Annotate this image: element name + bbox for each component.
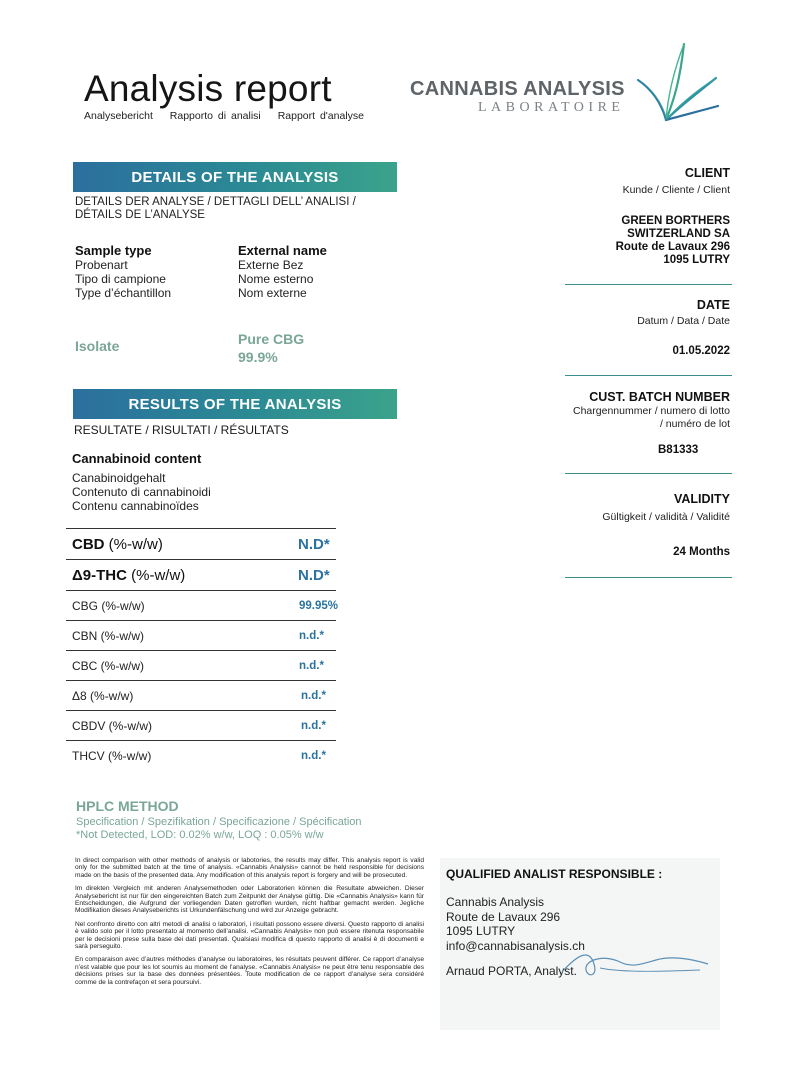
client-line-1: GREEN BORTHERS (621, 215, 730, 227)
row-unit: (%-w/w) (126, 566, 186, 584)
table-row (66, 681, 336, 711)
subtitle-it: Rapporto di analisi (169, 110, 261, 122)
row-value: n.d.* (301, 749, 326, 762)
row-value: n.d.* (299, 629, 324, 642)
row-unit: (%-w/w) (104, 535, 163, 553)
qualified-line-2: Route de Lavaux 296 (446, 909, 561, 924)
sample-type-value: Isolate (75, 338, 120, 354)
table-row (66, 591, 339, 621)
table-row (66, 711, 336, 741)
row-name: CBN (%-w/w) (72, 628, 144, 643)
row-name: CBC (%-w/w) (72, 658, 144, 673)
divider (565, 375, 732, 376)
row-value: n.d.* (299, 659, 324, 672)
hplc-note: *Not Detected, LOD: 0.02% w/w, LOQ : 0.05% w/w (76, 829, 324, 841)
table-row (66, 651, 336, 681)
row-name: THCV (%-w/w) (72, 748, 152, 763)
logo-subtitle: LABORATOIRE (478, 100, 625, 115)
hplc-title: HPLC METHOD (76, 798, 179, 814)
external-name-block (238, 243, 327, 300)
disclaimers (75, 857, 424, 992)
sample-type-block (75, 243, 171, 300)
logo-name: CANNABIS ANALYSIS (410, 78, 625, 100)
client-line-3: Route de Lavaux 296 (615, 241, 730, 253)
sample-type-label: Sample type (75, 243, 152, 258)
disclaimer-de: Im direkten Vergleich mit anderen Analysemethoden oder Laboratorien können die Resultate abweichen. Dieser Analysebericht ist nur für den eingereichten Batch zum Zeitpunkt der Analyse gültig. Die «Cannabis Analysis» kann für Entscheidungen, die Aufgrund der vorliegenden Daten getroffen wurden, nicht haftbar gemacht werden. Jegliche Modifikation dieses Analyseberichts ist Urkundenfälschung und wird zur Anzeige gebracht. (75, 885, 424, 915)
table-row (66, 621, 336, 651)
batch-title: CUST. BATCH NUMBER (589, 390, 730, 404)
cannabinoid-de: Canabinoidgehalt (72, 471, 166, 485)
external-name-value-1: Pure CBG (238, 331, 305, 347)
client-line-4: 1095 LUTRY (663, 254, 730, 266)
client-title: CLIENT (684, 166, 730, 180)
batch-subtitle-2: / numéro de lot (659, 418, 730, 430)
qualified-line-1: Cannabis Analysis (446, 895, 545, 909)
validity-title: VALIDITY (673, 492, 730, 506)
subtitle-de: Analysebericht (84, 110, 153, 122)
qualified-line-4: info@cannabisanalysis.ch (446, 938, 585, 953)
row-value: n.d.* (301, 719, 326, 732)
batch-subtitle-1: Chargennummer / numero di lotto (573, 405, 730, 417)
row-value: n.d.* (301, 689, 326, 702)
analyst-name: Arnaud PORTA, Analyst. (446, 964, 577, 978)
signature-icon (560, 942, 710, 982)
details-subtitle: DETAILS DER ANALYSE / DETTAGLI DELL’ ANALISI / DÉTAILS DE L’ANALYSE (75, 196, 356, 221)
batch-value: B81333 (658, 444, 699, 456)
details-banner: DETAILS OF THE ANALYSIS (73, 162, 397, 192)
client-subtitle: Kunde / Cliente / Client (622, 184, 730, 196)
cannabinoid-fr: Contenu cannabinoïdes (72, 499, 199, 513)
hplc-spec: Specification / Spezifikation / Specificazione / Spécification (76, 816, 362, 828)
client-address (616, 215, 730, 267)
subtitle-fr: Rapport d'analyse (277, 110, 364, 122)
row-name: CBDV (%-w/w) (72, 718, 152, 733)
qualified-title: QUALIFIED ANALIST RESPONSIBLE : (446, 867, 663, 881)
report-title: Analysis report (84, 68, 332, 109)
report-subtitle (84, 110, 376, 122)
disclaimer-fr: En comparaison avec d’autres méthodes d’analyse ou laboratoires, les résultats peuvent différer. Ce rapport d’analyse n’est valable que pour les lot soumis au moment de l’analyse. «Cannabis Analysis» ne peut être tenu responsable des décisions prises sur la base des données présentées. Toute modification de ce rapport d’analyse sera considéré comme de la contrefaçon et sera poursuivi. (75, 956, 424, 986)
cannabis-leaf-icon (636, 40, 722, 122)
divider (565, 473, 732, 474)
row-name: CBD (72, 535, 105, 553)
qualified-line-3: 1095 LUTRY (446, 924, 516, 938)
external-name-de: Externe Bez (238, 258, 304, 272)
cannabinoid-it: Contenuto di cannabinoidi (72, 485, 211, 499)
disclaimer-it: Nel confronto diretto con altri metodi di analisi o laboratori, i risultati possono essere diversi. Questo rapporto di analisi è valido solo per il lotto presentato al momento dell’analisi. «Cannabis Analysis» non può essere ritenuta responsabile per le decisioni prese sulla base dei dati presentati. Qualsiasi modifica di questo rapporto di analisi è di documenti e sarà perseguito. (75, 920, 424, 951)
hplc-spec-block (76, 816, 362, 842)
validity-subtitle: Gültigkeit / validità / Validité (602, 511, 730, 523)
row-value: N.D* (298, 566, 330, 584)
sample-type-it: Tipo di campione (75, 272, 166, 286)
table-row (66, 529, 336, 560)
external-name-it: Nome esterno (238, 272, 314, 286)
date-subtitle: Datum / Data / Date (637, 315, 730, 327)
row-name: CBG (%-w/w) (72, 598, 145, 613)
row-name: Δ8 (%-w/w) (72, 688, 134, 703)
external-name-label: External name (238, 243, 327, 258)
results-banner: RESULTS OF THE ANALYSIS (73, 389, 397, 419)
sample-type-fr: Type d’échantillon (75, 286, 172, 300)
divider (565, 577, 732, 578)
cannabinoid-block (72, 451, 211, 513)
results-subtitle: RESULTATE / RISULTATI / RÉSULTATS (74, 423, 289, 437)
row-value: N.D* (298, 535, 330, 553)
external-name-value-2: 99.9% (238, 349, 278, 365)
sample-type-de: Probenart (75, 258, 128, 272)
date-title: DATE (696, 298, 730, 312)
cannabinoid-label: Cannabinoid content (72, 451, 202, 466)
table-row (66, 741, 336, 770)
validity-value: 24 Months (673, 546, 730, 558)
external-name-fr: Nom externe (238, 286, 307, 300)
table-row (66, 560, 336, 591)
row-value: 99.95% (299, 599, 339, 612)
divider (565, 284, 732, 285)
disclaimer-en: In direct comparison with other methods of analysis or labotories, the results may differ. This analysis report is valid only for the submitted batch at the time of analysis. «Cannabis Analysis» cannot be held responsible for decisions made on the basis of the presented data. Any modification of this analysis report is forgery and will be prosecuted. (75, 857, 424, 879)
date-value: 01.05.2022 (672, 345, 730, 357)
external-name-value (238, 330, 304, 366)
results-table (66, 528, 339, 770)
row-name: Δ9-THC (72, 566, 127, 584)
client-line-2: SWITZERLAND SA (627, 228, 730, 240)
